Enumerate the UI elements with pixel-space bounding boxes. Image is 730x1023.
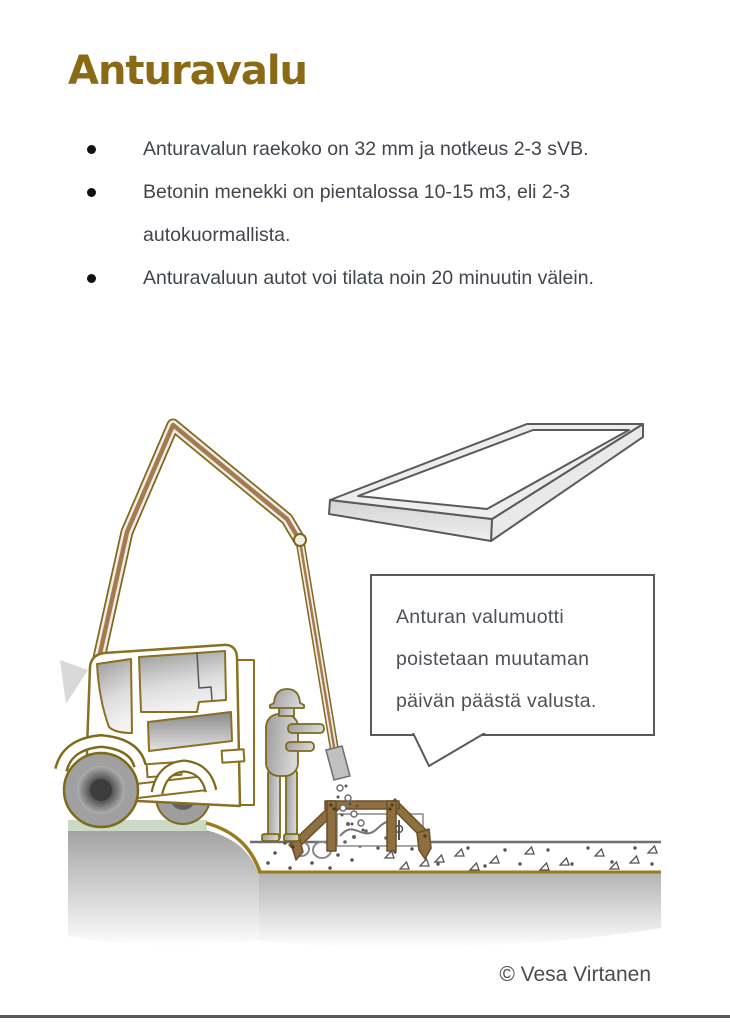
formwork-frame-3d	[329, 424, 643, 541]
speech-bubble	[370, 574, 655, 736]
construction-worker	[262, 689, 324, 841]
worker-leg	[286, 770, 297, 840]
worker-leg	[268, 770, 280, 840]
bullet-text: Anturavalun raekoko on 32 mm ja notkeus 2-3 sVB.	[143, 138, 589, 160]
page-title: Anturavalu	[68, 48, 308, 94]
worker-boot	[284, 834, 299, 841]
worker-arm	[286, 742, 314, 751]
bullet-list	[85, 128, 660, 300]
worker-arm	[288, 724, 324, 733]
bullet-dot-icon	[87, 188, 96, 197]
bullet-item	[85, 171, 660, 257]
bullet-item	[85, 128, 660, 171]
copyright-text: © Vesa Virtanen	[499, 963, 651, 986]
concrete-pump-truck	[60, 645, 254, 827]
bullet-dot-icon	[87, 145, 96, 154]
mirror-shape	[60, 660, 88, 704]
worker-boot	[262, 834, 279, 841]
bullet-item	[85, 257, 660, 300]
right-stake	[417, 829, 431, 859]
footing-formwork	[289, 799, 431, 860]
left-stake	[291, 840, 303, 860]
bullet-text: Betonin menekki on pientalossa 10-15 m3, eli 2-3 autokuormallista.	[143, 181, 571, 246]
bullet-text: Anturavaluun autot voi tilata noin 20 minuutin välein.	[143, 267, 594, 289]
speech-bubble-tail	[403, 733, 493, 773]
bullet-dot-icon	[87, 274, 96, 283]
bottom-border-bar	[0, 1015, 730, 1018]
speech-bubble-text: Anturan valumuotti poistetaan muutaman päivän päästä valusta.	[396, 606, 597, 712]
step-panel	[222, 749, 245, 763]
hard-hat-icon	[270, 689, 304, 708]
